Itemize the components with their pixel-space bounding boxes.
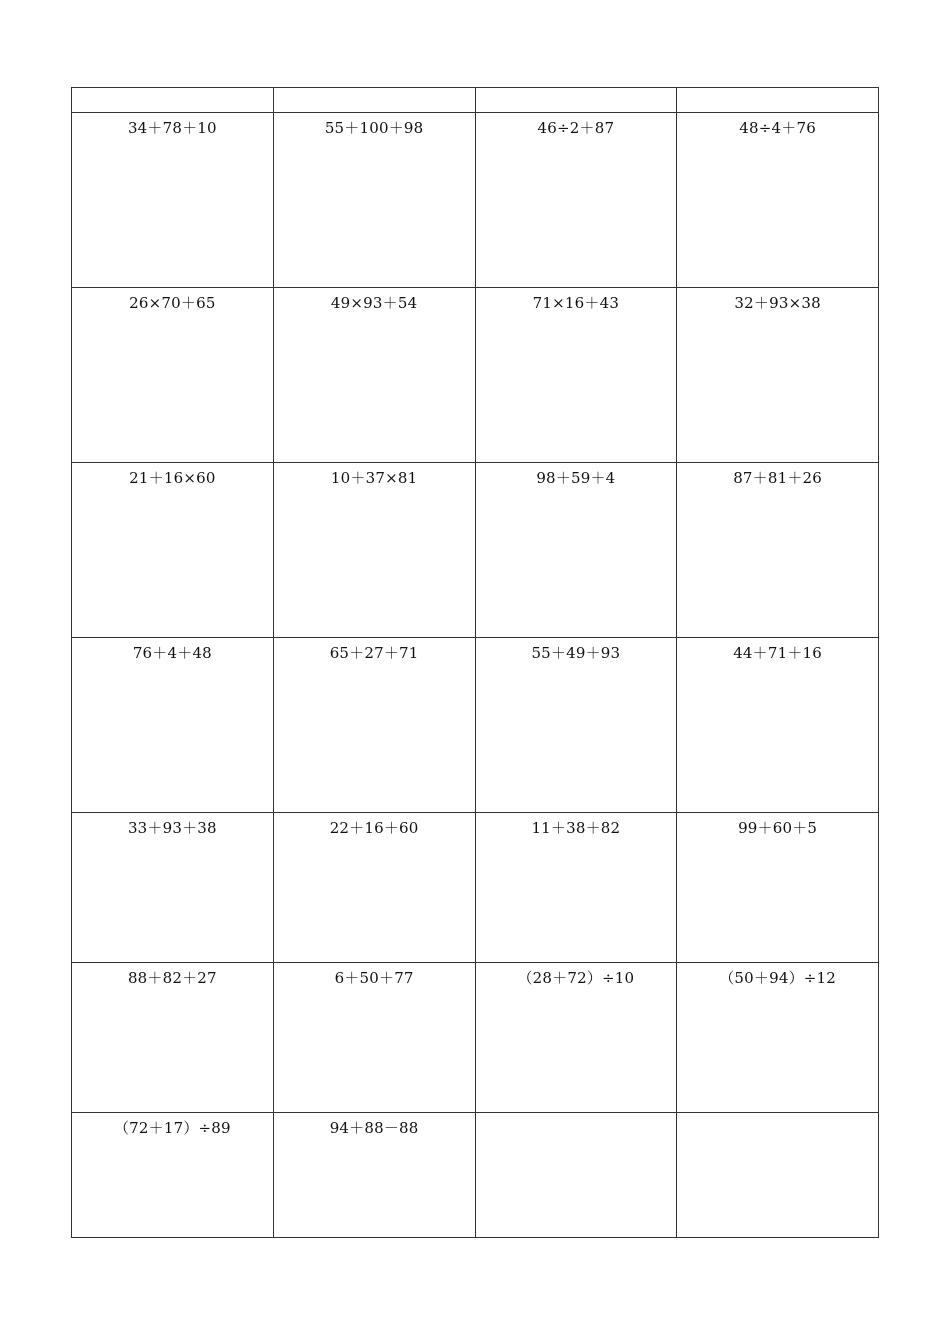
problem-expression: 88＋82＋27: [127, 969, 217, 987]
problem-row: [72, 113, 879, 288]
problem-cell: [72, 963, 274, 1113]
problem-cell: [273, 638, 475, 813]
problem-expression: 32＋93×38: [734, 294, 821, 312]
problem-cell: [72, 638, 274, 813]
header-cell: [475, 88, 677, 113]
problem-expression: 33＋93＋38: [127, 819, 217, 837]
header-cell: [72, 88, 274, 113]
problem-cell: [72, 1113, 274, 1238]
problem-cell: [273, 288, 475, 463]
problem-expression: 65＋27＋71: [329, 644, 419, 662]
problem-expression: 26×70＋65: [129, 294, 216, 312]
problem-row: [72, 813, 879, 963]
problem-cell: [677, 813, 879, 963]
problem-row: [72, 288, 879, 463]
problem-expression: 10＋37×81: [330, 469, 418, 487]
problem-cell: [677, 113, 879, 288]
problem-row: [72, 963, 879, 1113]
problem-cell: [273, 813, 475, 963]
problem-row: [72, 1113, 879, 1238]
problem-expression: 44＋71＋16: [733, 644, 823, 662]
problem-expression: 11＋38＋82: [531, 819, 621, 837]
header-row: [72, 88, 879, 113]
problem-cell: [475, 463, 677, 638]
header-cell: [677, 88, 879, 113]
problem-expression: 34＋78＋10: [127, 119, 217, 137]
problem-cell: [475, 1113, 677, 1238]
problem-cell: [475, 638, 677, 813]
problem-expression: 55＋100＋98: [324, 119, 424, 137]
problem-expression: （28＋72）÷10: [517, 969, 635, 987]
problem-expression: 94＋88－88: [329, 1119, 419, 1137]
header-cell: [273, 88, 475, 113]
problem-cell: [72, 113, 274, 288]
problem-row: [72, 638, 879, 813]
problem-expression: （72＋17）÷89: [113, 1119, 231, 1137]
worksheet-table: [71, 87, 879, 1238]
problem-expression: 76＋4＋48: [132, 644, 212, 662]
problem-cell: [273, 963, 475, 1113]
problem-cell: [273, 1113, 475, 1238]
problem-cell: [677, 288, 879, 463]
problem-cell: [273, 113, 475, 288]
problem-cell: [273, 463, 475, 638]
problem-cell: [475, 963, 677, 1113]
problem-cell: [475, 813, 677, 963]
problem-expression: 87＋81＋26: [733, 469, 823, 487]
problem-expression: （50＋94）÷12: [719, 969, 837, 987]
problem-cell: [72, 813, 274, 963]
problem-expression: 99＋60＋5: [738, 819, 818, 837]
problem-expression: 6＋50＋77: [334, 969, 414, 987]
problem-cell: [475, 113, 677, 288]
problem-cell: [72, 288, 274, 463]
problem-expression: 48÷4＋76: [739, 119, 816, 137]
problem-expression: 55＋49＋93: [531, 644, 621, 662]
problem-cell: [677, 1113, 879, 1238]
problem-expression: 46÷2＋87: [537, 119, 615, 137]
problem-expression: 49×93＋54: [330, 294, 418, 312]
problem-expression: 71×16＋43: [532, 294, 620, 312]
problem-expression: 22＋16＋60: [329, 819, 419, 837]
problem-cell: [677, 638, 879, 813]
problem-cell: [677, 963, 879, 1113]
problem-cell: [475, 288, 677, 463]
problem-cell: [677, 463, 879, 638]
problem-cell: [72, 463, 274, 638]
problem-expression: 21＋16×60: [129, 469, 216, 487]
problem-row: [72, 463, 879, 638]
problem-expression: 98＋59＋4: [536, 469, 616, 487]
